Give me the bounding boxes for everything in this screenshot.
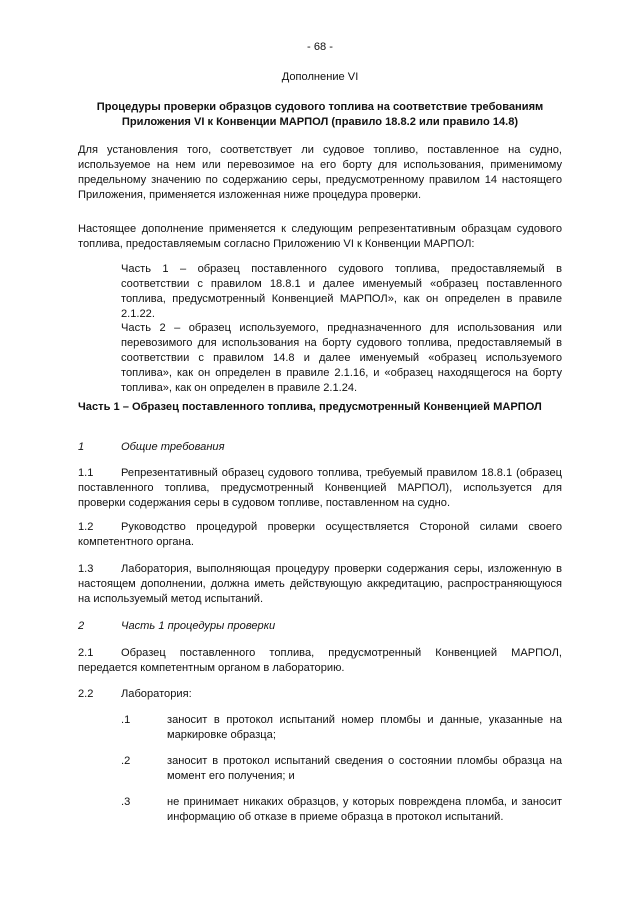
paragraph-text: Руководство процедурой проверки осуществляется Стороной силами своего компетентного органа.	[78, 521, 562, 548]
list-item-number: .3	[121, 796, 131, 808]
section-title: Часть 1 процедуры проверки	[121, 620, 276, 632]
paragraph-text: Лаборатория:	[121, 688, 192, 700]
paragraph-text: Образец поставленного топлива, предусмотренный Конвенцией МАРПОЛ, передается компетентным органом в лабораторию.	[78, 647, 562, 674]
document-title: Процедуры проверки образцов судового топлива на соответствие требованиям Приложения VI к Конвенции МАРПОЛ (правило 18.8.2 или правило 14.8)	[96, 101, 544, 128]
page-number: - 68 -	[307, 41, 333, 53]
list-item-number: .2	[121, 755, 131, 767]
part1-description: Часть 1 – образец поставленного судового топлива, предоставляемый в соответствии с правилом 18.8.1 и далее именуемый «образец поставленного топлива, предусмотренный Конвенцией МАРПОЛ», как он определен в правиле 2.1.22.	[121, 263, 562, 320]
section-number: 2	[78, 620, 85, 632]
list-item-text: не принимает никаких образцов, у которых повреждена пломба, и заносит информацию об отказе в приеме образца в протокол испытаний.	[167, 796, 562, 823]
paragraph-text: Лаборатория, выполняющая процедуру проверки содержания серы, изложенную в настоящем дополнении, должна иметь действующую аккредитацию, распространяющуюся на используемый метод испытаний.	[78, 563, 562, 605]
section-title: Общие требования	[121, 441, 225, 453]
list-item-number: .1	[121, 714, 131, 726]
part1-heading: Часть 1 – Образец поставленного топлива, предусмотренный Конвенцией МАРПОЛ	[78, 401, 542, 413]
paragraph-number: 2.2	[78, 688, 94, 700]
addendum-label: Дополнение VI	[281, 71, 359, 83]
paragraph-number: 1.2	[78, 521, 94, 533]
part2-description: Часть 2 – образец используемого, предназначенного для использования или перевозимого для использования на борту судового топлива, предоставляемый в соответствии с правилом 14.8 и далее именуемый «образец используемого топлива», как он определен в правиле 2.1.16, и «образец находящегося на борту топлива», как он определен в правиле 2.1.24.	[121, 322, 562, 394]
paragraph-number: 1.3	[78, 563, 94, 575]
section-number: 1	[78, 441, 85, 453]
paragraph-number: 2.1	[78, 647, 94, 659]
list-item-text: заносит в протокол испытаний сведения о состоянии пломбы образца на момент его получения; и	[167, 755, 562, 782]
intro-paragraph: Для установления того, соответствует ли судовое топливо, поставленное на судно, используемое на нем или перевозимое на его борту для использования, применимому предельному значению по содержанию серы, предусмотренному правилом 14 настоящего Приложения, применяется изложенная ниже процедура проверки.	[78, 144, 562, 201]
paragraph-number: 1.1	[78, 467, 94, 479]
list-item-text: заносит в протокол испытаний номер пломбы и данные, указанные на маркировке образца;	[167, 714, 562, 741]
paragraph-text: Репрезентативный образец судового топлива, требуемый правилом 18.8.1 (образец поставленного топлива, предусмотренный Конвенцией МАРПОЛ), используется для проверки содержания серы в судовом топливе, поставленном на судно.	[78, 467, 562, 509]
scope-paragraph: Настоящее дополнение применяется к следующим репрезентативным образцам судового топлива, предоставляемым согласно Приложению VI к Конвенции МАРПОЛ:	[78, 223, 562, 250]
